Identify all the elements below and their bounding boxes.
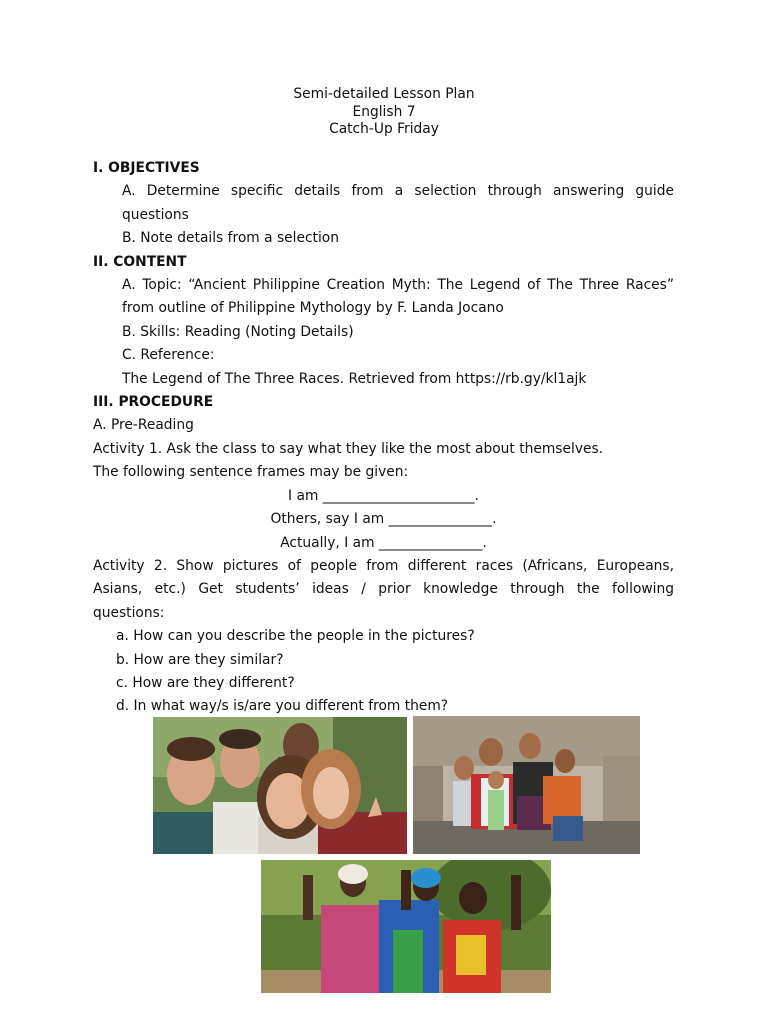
activity2-line1: Activity 2. Show pictures of people from different races (Africans, Europeans, xyxy=(93,557,674,574)
procedure-heading: III. PROCEDURE xyxy=(93,394,214,411)
guide-question: b. How are they similar? xyxy=(116,651,284,668)
lesson-plan-header xyxy=(0,86,768,139)
header-subject: English 7 xyxy=(352,103,416,120)
photo-group-selfie xyxy=(153,717,407,854)
content-skills: B. Skills: Reading (Noting Details) xyxy=(122,323,354,340)
pre-reading-label: A. Pre-Reading xyxy=(93,417,194,434)
content-topic-line2: from outline of Philippine Mythology by F. Landa Jocano xyxy=(122,300,504,317)
guide-question: a. How can you describe the people in the pictures? xyxy=(116,628,475,645)
guide-question: d. In what way/s is/are you different from them? xyxy=(116,698,449,715)
guide-question: c. How are they different? xyxy=(116,674,295,691)
content-topic-line1: A. Topic: “Ancient Philippine Creation Myth: The Legend of The Three Races” xyxy=(122,277,674,294)
sentence-frame-2: Others, say I am _______________. xyxy=(270,511,497,528)
header-title: Semi-detailed Lesson Plan xyxy=(293,86,475,102)
photo-family-seated xyxy=(413,716,640,854)
activity2-line3: questions: xyxy=(93,604,165,621)
sentence-frames-intro: The following sentence frames may be given: xyxy=(93,464,409,481)
content-heading: II. CONTENT xyxy=(93,253,187,270)
content-reference: The Legend of The Three Races. Retrieved from https://rb.gy/kl1ajk xyxy=(122,370,587,387)
lesson-plan-body xyxy=(93,157,674,719)
header-session: Catch-Up Friday xyxy=(329,121,439,137)
objective-a-line1: A. Determine specific details from a selection through answering guide xyxy=(122,183,674,200)
sentence-frame-1: I am ______________________. xyxy=(288,487,479,504)
content-reference-label: C. Reference: xyxy=(122,347,215,364)
activity2-line2: Asians, etc.) Get students’ ideas / prior knowledge through the following xyxy=(93,581,674,598)
photo-african-women xyxy=(261,860,551,993)
objective-b: B. Note details from a selection xyxy=(122,230,339,247)
sentence-frame-3: Actually, I am _______________. xyxy=(280,534,487,551)
activity1-text: Activity 1. Ask the class to say what they like the most about themselves. xyxy=(93,440,604,457)
objective-a-line2: questions xyxy=(122,206,189,223)
objectives-heading: I. OBJECTIVES xyxy=(93,160,200,176)
